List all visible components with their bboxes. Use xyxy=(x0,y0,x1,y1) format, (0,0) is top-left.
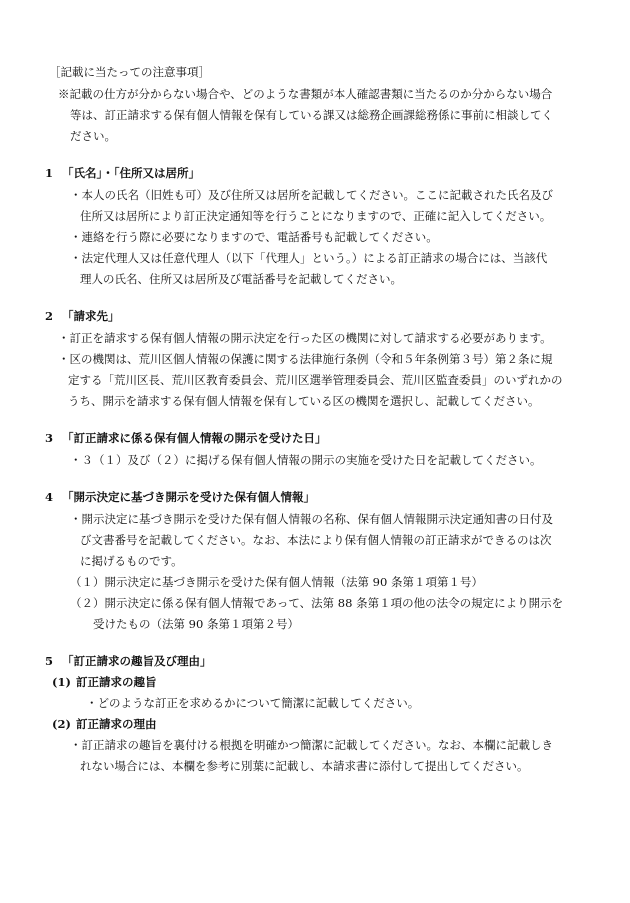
section-title: 「氏名」・「住所又は居所」 xyxy=(62,166,200,180)
subsection-line: ・訂正請求の趣旨を裏付ける根拠を明確かつ簡潔に記載してください。なお、本欄に記載しき xyxy=(70,738,553,752)
section-line: に掲げるものです。 xyxy=(80,554,183,568)
section-title: 「訂正請求の趣旨及び理由」 xyxy=(62,654,212,668)
section-line: ・開示決定に基づき開示を受けた保有個人情報の名称、保有個人情報開示決定通知書の日付及 xyxy=(70,512,553,526)
section-line: 定する「荒川区長、荒川区教育委員会、荒川区選挙管理委員会、荒川区監査委員」のいずれかの xyxy=(68,373,563,387)
section-number: 4 xyxy=(45,490,54,504)
section-line: ・連絡を行う際に必要になりますので、電話番号も記載してください。 xyxy=(70,230,438,244)
section-number: 5 xyxy=(45,654,54,668)
section-line: び文書番号を記載してください。なお、本法により保有個人情報の訂正請求ができるのは次 xyxy=(80,533,552,547)
section-line: ・区の機関は、荒川区個人情報の保護に関する法律施行条例（令和５年条例第３号）第２条に規 xyxy=(58,352,553,366)
section-number: 2 xyxy=(45,309,54,323)
notes-header: ［記載に当たっての注意事項］ xyxy=(49,65,210,79)
section-line: （１）開示決定に基づき開示を受けた保有個人情報（法第 90 条第１項第１号） xyxy=(70,575,483,589)
section-line: ・本人の氏名（旧姓も可）及び住所又は居所を記載してください。ここに記載された氏名及び xyxy=(70,188,553,202)
intro-line: 等は、訂正請求する保有個人情報を保有している課又は総務企画課総務係に事前に相談してく xyxy=(70,108,553,122)
section-title: 「開示決定に基づき開示を受けた保有個人情報」 xyxy=(62,490,315,504)
section-number: 3 xyxy=(45,431,54,445)
section-line: ・３（１）及び（２）に掲げる保有個人情報の開示の実施を受けた日を記載してください。 xyxy=(70,453,542,467)
section-title: 「訂正請求に係る保有個人情報の開示を受けた日」 xyxy=(62,431,327,445)
subsection-title: 訂正請求の趣旨 xyxy=(76,675,157,689)
intro-line: ださい。 xyxy=(70,129,116,143)
section-line: 住所又は居所により訂正決定通知等を行うことになりますので、正確に記入してください。 xyxy=(80,209,552,223)
section-number: 1 xyxy=(45,166,54,180)
subsection-number: (2) xyxy=(52,717,71,731)
section-line: 受けたもの（法第 90 条第１項第２号） xyxy=(93,617,299,631)
section-line: ・法定代理人又は任意代理人（以下「代理人」という。）による訂正請求の場合には、当該代 xyxy=(70,251,548,265)
subsection-title: 訂正請求の理由 xyxy=(76,717,157,731)
section-line: 理人の氏名、住所又は居所及び電話番号を記載してください。 xyxy=(80,272,402,286)
intro-line: ※記載の仕方が分からない場合や、どのような書類が本人確認書類に当たるのか分からない場合 xyxy=(58,87,553,101)
section-line: ・訂正を請求する保有個人情報の開示決定を行った区の機関に対して請求する必要があります。 xyxy=(58,331,552,345)
section-line: うち、開示を請求する保有個人情報を保有している区の機関を選択し、記載してください。 xyxy=(68,394,540,408)
section-line: （２）開示決定に係る保有個人情報であって、法第 88 条第１項の他の法令の規定により開示を xyxy=(70,596,564,610)
subsection-line: ・どのような訂正を求めるかについて簡潔に記載してください。 xyxy=(86,696,420,710)
subsection-number: (1) xyxy=(52,675,71,689)
subsection-line: れない場合には、本欄を参考に別葉に記載し、本請求書に添付して提出してください。 xyxy=(80,759,529,773)
section-title: 「請求先」 xyxy=(62,309,120,323)
